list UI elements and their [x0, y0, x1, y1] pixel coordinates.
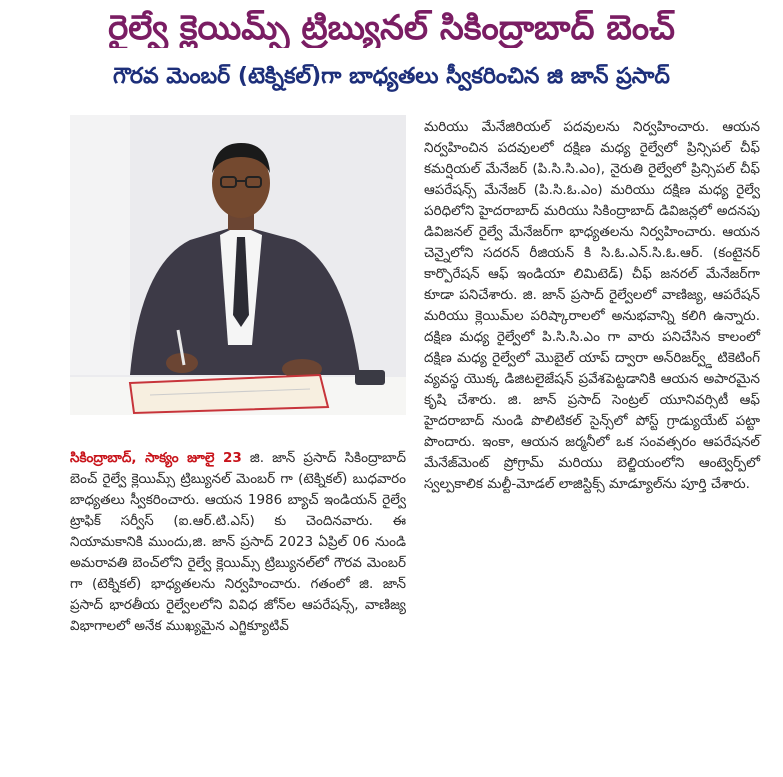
article-column-left — [70, 448, 406, 637]
dateline: సికింద్రాబాద్, సాక్యం జూలై 23 — [70, 450, 242, 466]
article-text-right: మరియు మేనేజిరియల్ పదవులను నిర్వహించారు. ఆయన నిర్వహించిన పదవులలో దక్షిణ మధ్య రైల్వేలో ప్రిన్సిపల్ చీఫ్ కమర్షియల్ మేనేజర్ (పి.సి.సి.ఎం), నైరుతి రైల్వేలో ప్రిన్సిపల్ చీఫ్ ఆపరేషన్స్ మేనేజర్ (పి.సి.ఓ.ఎం) మరియు దక్షిణ మధ్య రైల్వే పరిధిలోని హైదరాబాద్ మరియు సికింద్రాబాద్ డివిజన్లలో అదనపు డివిజనల్ రైల్వే మేనేజర్‌గా భాధ్యతలను నిర్వహించారు. ఆయన చెన్నైలోని సదరన్ రీజియన్ కి సి.ఓ.ఎన్.సి.ఓ.ఆర్. (కంటైనర్ కార్పొరేషన్ ఆఫ్ ఇండియా లిమిటెడ్) చీఫ్ జనరల్ మేనేజర్‌గా కూడా పనిచేశారు. జి. జాన్ ప్రసాద్ రైల్వేలలో వాణిజ్య, ఆపరేషన్ మరియు క్లెయిమ్‌ల పరిష్కారాలలో అనుభవాన్ని కలిగి ఉన్నారు. దక్షిణ మధ్య రైల్వేలో పి.సి.సి.ఎం గా వారు పనిచేసిన కాలంలో దక్షిణ మధ్య రైల్వేలో మొబైల్ యాప్ ద్వారా అన్‌రిజర్వ్డ్ టికెటింగ్ వ్యవస్థ యొక్క డిజిటలైజేషన్ ప్రవేశపెట్టడానికి ఆయన అపారమైన కృషి చేశారు. జి. జాన్ ప్రసాద్ సెంట్రల్ యూనివర్సిటీ ఆఫ్ హైదరాబాద్ నుండి పొలిటికల్ సైన్స్‌లో పోస్ట్ గ్రాడ్యుయేట్ పట్టా పొందారు. ఇంకా, ఆయన జర్మనీలో ఒక సంవత్సరం ఆపరేషనల్ మేనేజ్‌మెంట్ ప్రోగ్రామ్ మరియు బెల్జియంలోని ఆంట్వెర్ప్‌లో స్వల్పకాలిక మల్టీ-మోడల్ లాజిస్టిక్స్ మాడ్యూల్‌ను పూర్తి చేశారు. — [424, 119, 760, 492]
article-column-right — [424, 117, 760, 495]
portrait-illustration — [70, 115, 406, 415]
headline: రైల్వే క్లెయిమ్స్ ట్రిబ్యునల్ సికింద్రాబాద్ బెంచ్ — [108, 8, 675, 48]
article-paragraph-1 — [70, 448, 406, 637]
subheadline: గౌరవ మెంబర్ (టెక్నికల్)గా బాధ్యతలు స్వీకరించిన జి జాన్ ప్రసాద్ — [113, 64, 670, 89]
article-photo — [70, 115, 406, 415]
article-text-left: జి. జాన్ ప్రసాద్ సికింద్రాబాద్ బెంచ్ రైల్వే క్లెయిమ్స్ ట్రిబ్యునల్ మెంబర్ గా (టెక్నికల్) బుధవారం బాధ్యతలు స్వీకరించారు. ఆయన 1986 బ్యాచ్ ఇండియన్ రైల్వే ట్రాఫిక్ సర్వీస్ (ఐ.ఆర్.టి.ఎస్) కు చెందినవారు. ఈ నియామకానికి ముందు,జి. జాన్ ప్రసాద్ 2023 ఏప్రిల్ 06 నుండి అమరావతి బెంచ్‌లోని రైల్వే క్లెయిమ్స్ ట్రిబ్యునల్‌లో గౌరవ మెంబర్ గా (టెక్నికల్) భాధ్యతలను నిర్వహించారు. గతంలో జి. జాన్ ప్రసాద్ భారతీయ రైల్వేలలోని వివిధ జోన్‌ల ఆపరేషన్స్, వాణిజ్య విభాగాలలో అనేక ముఖ్యమైన ఎగ్జిక్యూటివ్ — [70, 450, 406, 634]
